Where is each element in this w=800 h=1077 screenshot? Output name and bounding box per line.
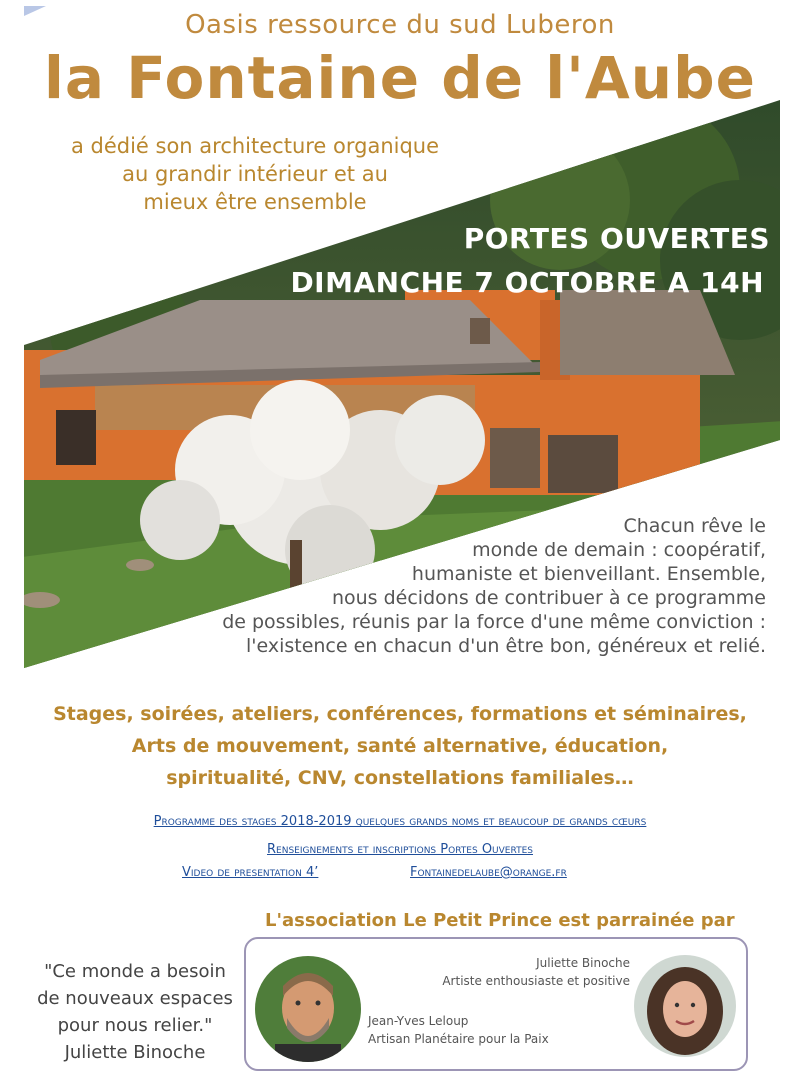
vision-line: Chacun rêve le (623, 515, 766, 537)
vision-line: de possibles, réunis par la force d'une même conviction : (222, 611, 766, 633)
sponsor-photo-juliette (634, 955, 736, 1057)
page-title: la Fontaine de l'Aube (44, 44, 756, 112)
event-title: PORTES OUVERTES (463, 222, 770, 255)
quote-line: de nouveaux espaces (37, 988, 233, 1009)
dedication-line: au grandir intérieur et au (122, 162, 388, 186)
vision-line: humaniste et bienveillant. Ensemble, (411, 563, 766, 585)
quote-text (20, 958, 250, 1066)
activities-line: Stages, soirées, ateliers, conférences, formations et séminaires, (53, 703, 747, 725)
sponsor-photo-jean-yves (255, 956, 361, 1062)
programme-link[interactable]: Programme des stages 2018-2019 quelques grands noms et beaucoup de grands cœurs (153, 814, 647, 829)
subtitle: Oasis ressource du sud Luberon (185, 10, 615, 40)
sponsor-name-juliette: Juliette Binoche (536, 956, 630, 970)
dedication-line: a dédié son architecture organique (70, 134, 440, 158)
vision-line: nous décidons de contribuer à ce programme (331, 587, 766, 609)
vision-text (166, 514, 766, 658)
renseignements-link[interactable]: Renseignements et inscriptions Portes Ouvertes (267, 842, 533, 857)
sponsor-role-jean-yves: Artisan Planétaire pour la Paix (368, 1032, 549, 1046)
quote-author: Juliette Binoche (64, 1042, 206, 1063)
activities-line: Arts de mouvement, santé alternative, éducation, (131, 735, 669, 757)
quote-line: "Ce monde a besoin (44, 961, 226, 982)
event-date: DIMANCHE 7 OCTOBRE A 14H (290, 266, 764, 299)
sponsor-role-juliette: Artiste enthousiaste et positive (442, 974, 630, 988)
quote-line: pour nous relier." (57, 1015, 213, 1036)
video-link[interactable]: Video de presentation 4’ (182, 865, 319, 880)
activities-list (0, 698, 800, 794)
dedication-line: mieux être ensemble (143, 190, 367, 214)
email-link[interactable]: Fontainedelaube@orange.fr (410, 865, 567, 880)
vision-line: l'existence en chacun d'un être bon, généreux et relié. (245, 635, 766, 657)
vision-line: monde de demain : coopératif, (472, 539, 766, 561)
sponsor-name-jean-yves: Jean-Yves Leloup (368, 1014, 469, 1028)
activities-line: spiritualité, CNV, constellations familiales… (166, 767, 634, 789)
association-heading: L'association Le Petit Prince est parrainée par (265, 910, 735, 931)
dedication-text (20, 132, 490, 216)
